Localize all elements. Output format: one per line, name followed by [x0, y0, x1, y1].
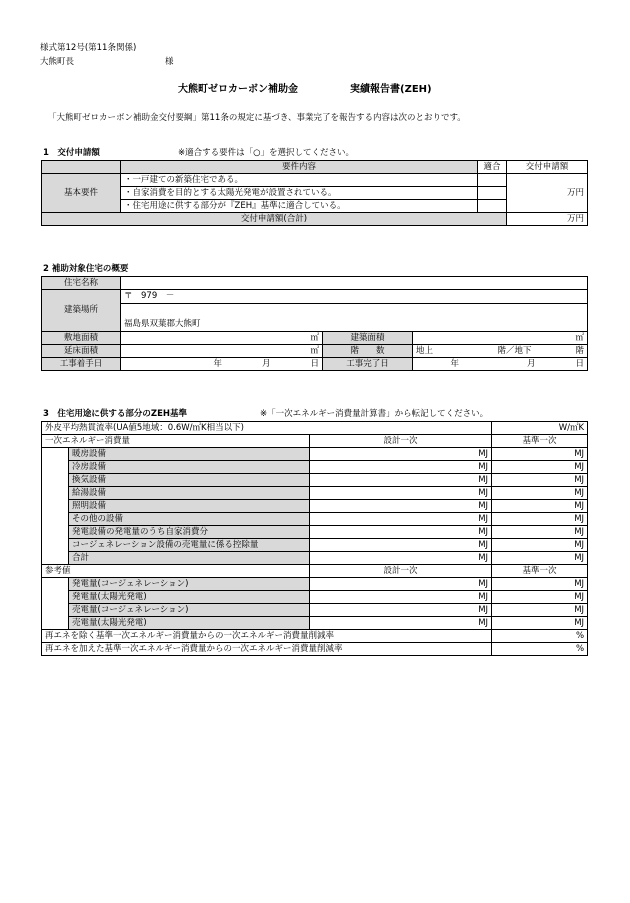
total-unit: 万円 [566, 213, 584, 224]
sqm-unit: ㎡ [310, 345, 319, 356]
building-area-label: 建築面積 [323, 332, 413, 345]
day-unit: 日 [310, 358, 319, 369]
page-title: 大熊町ゼロカーボン補助金 [178, 84, 298, 95]
standard-input[interactable]: MJ [492, 604, 588, 617]
energy-total-label: 合計 [69, 552, 310, 565]
standard-input[interactable]: MJ [492, 539, 588, 552]
standard-input[interactable]: MJ [492, 474, 588, 487]
standard-input[interactable]: MJ [492, 617, 588, 630]
day-unit: 日 [575, 358, 584, 369]
floor-area-label: 延床面積 [42, 345, 121, 358]
standard-total-input[interactable]: MJ [492, 552, 588, 565]
energy-item: 冷房設備 [69, 461, 310, 474]
above-label: 地上 [416, 345, 434, 356]
col-design: 設計一次 [310, 435, 492, 448]
honorific: 様 [165, 57, 174, 67]
location-blank[interactable] [121, 304, 588, 319]
postal-code[interactable]: 〒 979 － [121, 290, 588, 304]
col-amount: 交付申請額 [507, 161, 588, 174]
intro-text: 「大熊町ゼロカーボン補助金交付要綱」第11条の規定に基づき、事業完了を報告する内容は次のとおりです。 [48, 113, 466, 123]
site-area-input[interactable] [121, 332, 323, 345]
end-date-input[interactable] [413, 358, 588, 371]
total-label: 交付申請額(合計) [42, 213, 507, 226]
energy-item: 換気設備 [69, 474, 310, 487]
design-input[interactable]: MJ [310, 487, 492, 500]
amount-cell[interactable] [507, 174, 588, 213]
requirement-2: ・自家消費を目的とする太陽光発電が設置されている。 [121, 187, 478, 200]
fit-select-2[interactable] [478, 187, 507, 200]
house-name-label: 住宅名称 [42, 277, 121, 290]
reference-item: 発電量(太陽光発電) [69, 591, 310, 604]
reduction-rate-2-input[interactable]: % [492, 643, 588, 656]
floor-below-label: 階／地下 [497, 345, 532, 356]
page-subtitle: 実績報告書(ZEH) [350, 84, 432, 95]
section3-heading: 3 住宅用途に供する部分のZEH基準 [43, 409, 187, 419]
design-input[interactable]: MJ [310, 513, 492, 526]
section2-heading: 2 補助対象住宅の概要 [43, 264, 129, 274]
energy-indent [42, 448, 69, 565]
col-standard: 基準一次 [492, 565, 588, 578]
energy-item: コージェネレーション設備の売電量に係る控除量 [69, 539, 310, 552]
energy-item: 給湯設備 [69, 487, 310, 500]
col-design: 設計一次 [310, 565, 492, 578]
design-input[interactable]: MJ [310, 448, 492, 461]
standard-input[interactable]: MJ [492, 591, 588, 604]
design-input[interactable]: MJ [310, 500, 492, 513]
reference-indent [42, 578, 69, 630]
col-standard: 基準一次 [492, 435, 588, 448]
design-input[interactable]: MJ [310, 578, 492, 591]
reduction-rate-1-input[interactable]: % [492, 630, 588, 643]
addressee: 大熊町長 [40, 57, 75, 67]
col-fit: 適合 [478, 161, 507, 174]
end-date-label: 工事完了日 [323, 358, 413, 371]
standard-input[interactable]: MJ [492, 487, 588, 500]
standard-input[interactable]: MJ [492, 526, 588, 539]
energy-item: 暖房設備 [69, 448, 310, 461]
design-input[interactable]: MJ [310, 617, 492, 630]
month-unit: 月 [261, 358, 271, 369]
site-area-label: 敷地面積 [42, 332, 121, 345]
standard-input[interactable]: MJ [492, 578, 588, 591]
month-unit: 月 [526, 358, 536, 369]
reduction-rate-2-label: 再エネを加えた基準一次エネルギー消費量からの一次エネルギー消費量削減率 [42, 643, 492, 656]
application-amount-table [41, 160, 588, 226]
zeh-standard-table [41, 421, 588, 656]
total-amount-cell[interactable] [507, 213, 588, 226]
requirement-1: ・一戸建ての新築住宅である。 [121, 174, 478, 187]
section1-heading: 1 交付申請額 [43, 148, 100, 158]
section3-note: ※「一次エネルギー消費量計算書」から転記してください。 [260, 409, 489, 419]
energy-item: 発電設備の発電量のうち自家消費分 [69, 526, 310, 539]
corner-cell [42, 161, 121, 174]
reference-label: 参考値 [42, 565, 310, 578]
unit-man-yen: 万円 [566, 187, 584, 198]
standard-input[interactable]: MJ [492, 513, 588, 526]
address[interactable]: 福島県双葉郡大熊町 [121, 318, 588, 332]
requirement-3: ・住宅用途に供する部分が『ZEH』基準に適合している。 [121, 200, 478, 213]
below-ground-input[interactable] [476, 345, 588, 358]
reference-item: 発電量(コージェネレーション) [69, 578, 310, 591]
above-ground-input[interactable] [413, 345, 476, 358]
sqm-unit: ㎡ [310, 332, 319, 343]
energy-item: その他の設備 [69, 513, 310, 526]
design-total-input[interactable]: MJ [310, 552, 492, 565]
fit-select-3[interactable] [478, 200, 507, 213]
year-unit: 年 [213, 358, 222, 369]
start-date-input[interactable] [121, 358, 323, 371]
ua-input[interactable] [492, 422, 588, 435]
location-label: 建築場所 [42, 290, 121, 332]
fit-select-1[interactable] [478, 174, 507, 187]
energy-label: 一次エネルギー消費量 [42, 435, 310, 448]
building-area-input[interactable] [413, 332, 588, 345]
floors-label: 階 数 [323, 345, 413, 358]
design-input[interactable]: MJ [310, 591, 492, 604]
design-input[interactable]: MJ [310, 526, 492, 539]
house-name-input[interactable] [121, 277, 588, 290]
standard-input[interactable]: MJ [492, 448, 588, 461]
standard-input[interactable]: MJ [492, 461, 588, 474]
reduction-rate-1-label: 再エネを除く基準一次エネルギー消費量からの一次エネルギー消費量削減率 [42, 630, 492, 643]
house-overview-table [41, 276, 588, 371]
design-input[interactable]: MJ [310, 604, 492, 617]
section1-note: ※適合する要件は「○」を選択してください。 [178, 148, 355, 158]
design-input[interactable]: MJ [310, 474, 492, 487]
standard-input[interactable]: MJ [492, 500, 588, 513]
floor-area-input[interactable] [121, 345, 323, 358]
design-input[interactable]: MJ [310, 461, 492, 474]
floor-unit: 階 [575, 345, 584, 356]
reference-item: 売電量(コージェネレーション) [69, 604, 310, 617]
sqm-unit: ㎡ [575, 332, 584, 343]
ua-label: 外皮平均熱貫流率(UA値5地域：0.6W/㎡K相当以下) [42, 422, 492, 435]
energy-item: 照明設備 [69, 500, 310, 513]
ua-unit: W/㎡K [558, 422, 585, 433]
year-unit: 年 [450, 358, 459, 369]
basic-requirements-label: 基本要件 [42, 174, 121, 213]
form-number: 様式第12号(第11条関係) [40, 43, 137, 53]
reference-item: 売電量(太陽光発電) [69, 617, 310, 630]
col-requirements: 要件内容 [121, 161, 478, 174]
design-input[interactable]: MJ [310, 539, 492, 552]
start-date-label: 工事着手日 [42, 358, 121, 371]
